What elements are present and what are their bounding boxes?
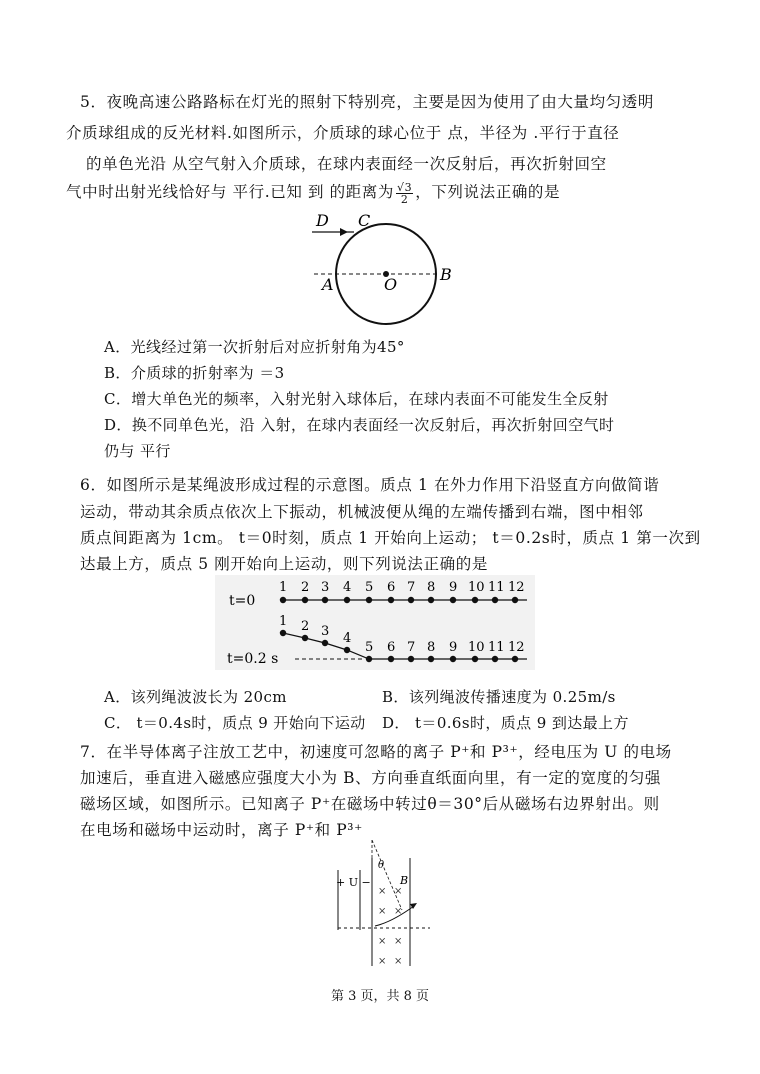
label-t0-2: 2 — [301, 580, 310, 595]
particle-t02-8 — [428, 656, 434, 662]
label-t02-12: 12 — [508, 640, 525, 655]
label-t02-1: 1 — [279, 614, 288, 629]
particle-t02-7 — [408, 656, 414, 662]
svg-text:×: × — [394, 886, 403, 897]
voltage-label: + U − — [336, 876, 371, 889]
label-t02-6: 6 — [387, 640, 396, 655]
particle-t0-4 — [344, 597, 350, 603]
q5-line-1: 5．夜晚高速公路路标在灯光的照射下特别亮，主要是因为使用了由大量均匀透明 — [80, 93, 654, 111]
particle-t02-10 — [472, 656, 478, 662]
particle-t02-12 — [512, 656, 518, 662]
label-t02-9: 9 — [449, 640, 458, 655]
label-t02-10: 10 — [468, 640, 485, 655]
q5-option-a: A．光线经过第一次折射后对应折射角为45° — [104, 338, 405, 356]
label-t0-3: 3 — [321, 580, 330, 595]
q6-option-c: C． t＝0.4s时，质点 9 开始向下运动 — [104, 714, 366, 732]
label-t02-2: 2 — [301, 619, 310, 634]
particle-t0-5 — [366, 597, 372, 603]
particle-t02-3 — [322, 640, 328, 646]
theta-label: θ — [378, 860, 385, 871]
q7-line-1: 7．在半导体离子注放工艺中，初速度可忽略的离子 P⁺和 P³⁺，经电压为 U 的电场 — [80, 743, 672, 761]
svg-text:×: × — [394, 906, 403, 917]
q6-line-4: 达最上方，质点 5 刚开始向上运动，则下列说法正确的是 — [80, 555, 488, 573]
label-t0-1: 1 — [279, 580, 288, 595]
particle-t0-10 — [472, 597, 478, 603]
label-t0-4: 4 — [343, 580, 352, 595]
q5-option-c: C．增大单色光的频率，入射光射入球体后，在球内表面不可能发生全反射 — [104, 390, 609, 408]
label-t0-6: 6 — [387, 580, 396, 595]
label-C: C — [358, 211, 371, 230]
label-t0-12: 12 — [508, 580, 525, 595]
particle-t0-6 — [388, 597, 394, 603]
q6-option-a: A．该列绳波波长为 20cm — [104, 688, 287, 706]
particle-t0-12 — [512, 597, 518, 603]
particle-t02-1 — [280, 630, 286, 636]
label-D: D — [316, 211, 329, 230]
q5-line-4 — [66, 180, 560, 205]
label-t02-5: 5 — [365, 640, 374, 655]
q7-field-figure — [330, 840, 440, 970]
label-t0-11: 11 — [488, 580, 505, 595]
label-t0-10: 10 — [468, 580, 485, 595]
q5-option-b: B．介质球的折射率为 ＝3 — [104, 364, 285, 382]
t0-label: t=0 — [229, 593, 256, 609]
q5-line-4a: 气中时出射光线恰好与 平行.已知 到 的距离为 — [66, 183, 395, 201]
q7-line-2: 加速后，垂直进入磁感应强度大小为 B、方向垂直纸面向里，有一定的宽度的匀强 — [80, 769, 662, 787]
b-field-label: B — [400, 874, 409, 887]
label-t0-5: 5 — [365, 580, 374, 595]
particle-t0-8 — [428, 597, 434, 603]
q6-line-2: 运动，带动其余质点依次上下振动，机械波便从绳的左端传播到右端，图中相邻 — [80, 503, 644, 521]
q5-line-3: 的单色光沿 从空气射入介质球，在球内表面经一次反射后，再次折射回空 — [86, 155, 607, 173]
label-B: B — [440, 265, 452, 284]
particle-t0-3 — [322, 597, 328, 603]
svg-text:×: × — [378, 906, 387, 917]
particle-t02-2 — [302, 635, 308, 641]
q5-sphere-figure — [300, 208, 470, 338]
label-t02-11: 11 — [488, 640, 505, 655]
label-t02-4: 4 — [343, 631, 352, 646]
label-t02-7: 7 — [407, 640, 416, 655]
q5-option-d-line-1: D．换不同单色光，沿 入射，在球内表面经一次反射后，再次折射回空气时 — [104, 416, 615, 434]
q6-line-1: 6．如图所示是某绳波形成过程的示意图。质点 1 在外力作用下沿竖直方向做简谐 — [80, 476, 660, 494]
svg-text:×: × — [394, 956, 403, 967]
particle-t0-1 — [280, 597, 286, 603]
q5-line-2: 介质球组成的反光材料.如图所示，介质球的球心位于 点，半径为 .平行于直径 — [66, 124, 620, 142]
q6-option-d: D． t＝0.6s时，质点 9 到达最上方 — [382, 714, 629, 732]
q5-option-d-line-2: 仍与 平行 — [104, 442, 171, 460]
particle-t0-2 — [302, 597, 308, 603]
q6-rope-wave-figure — [215, 575, 535, 670]
label-A: A — [322, 275, 334, 294]
particle-t02-4 — [344, 647, 350, 653]
particle-t02-6 — [388, 656, 394, 662]
label-t02-8: 8 — [427, 640, 436, 655]
label-t0-7: 7 — [407, 580, 416, 595]
label-O: O — [384, 275, 398, 294]
svg-text:×: × — [378, 956, 387, 967]
label-t02-3: 3 — [321, 624, 330, 639]
particle-t02-9 — [450, 656, 456, 662]
q6-option-b: B．该列绳波传播速度为 0.25m/s — [382, 688, 616, 706]
particle-t0-9 — [450, 597, 456, 603]
q5-line-4b: ，下列说法正确的是 — [415, 183, 561, 201]
q7-line-3: 磁场区域，如图所示。已知离子 P⁺在磁场中转过θ＝30°后从磁场右边界射出。则 — [80, 795, 660, 813]
label-t0-8: 8 — [427, 580, 436, 595]
q6-line-3: 质点间距离为 1cm。 t＝0时刻，质点 1 开始向上运动； t＝0.2s时，质点 1 第一次到 — [80, 529, 701, 547]
particle-t02-11 — [492, 656, 498, 662]
svg-text:×: × — [378, 886, 387, 897]
svg-text:×: × — [378, 936, 387, 947]
t02-label: t=0.2 s — [227, 651, 279, 667]
page-footer: 第 3 页，共 8 页 — [330, 989, 430, 1004]
sqrt3-over-2-fraction: $\frac{√3}{2}$ — [397, 180, 413, 206]
label-t0-9: 9 — [449, 580, 458, 595]
particle-t0-7 — [408, 597, 414, 603]
svg-text:×: × — [394, 936, 403, 947]
q7-line-4: 在电场和磁场中运动时，离子 P⁺和 P³⁺ — [80, 821, 363, 839]
particle-t0-11 — [492, 597, 498, 603]
particle-t02-5 — [366, 656, 372, 662]
